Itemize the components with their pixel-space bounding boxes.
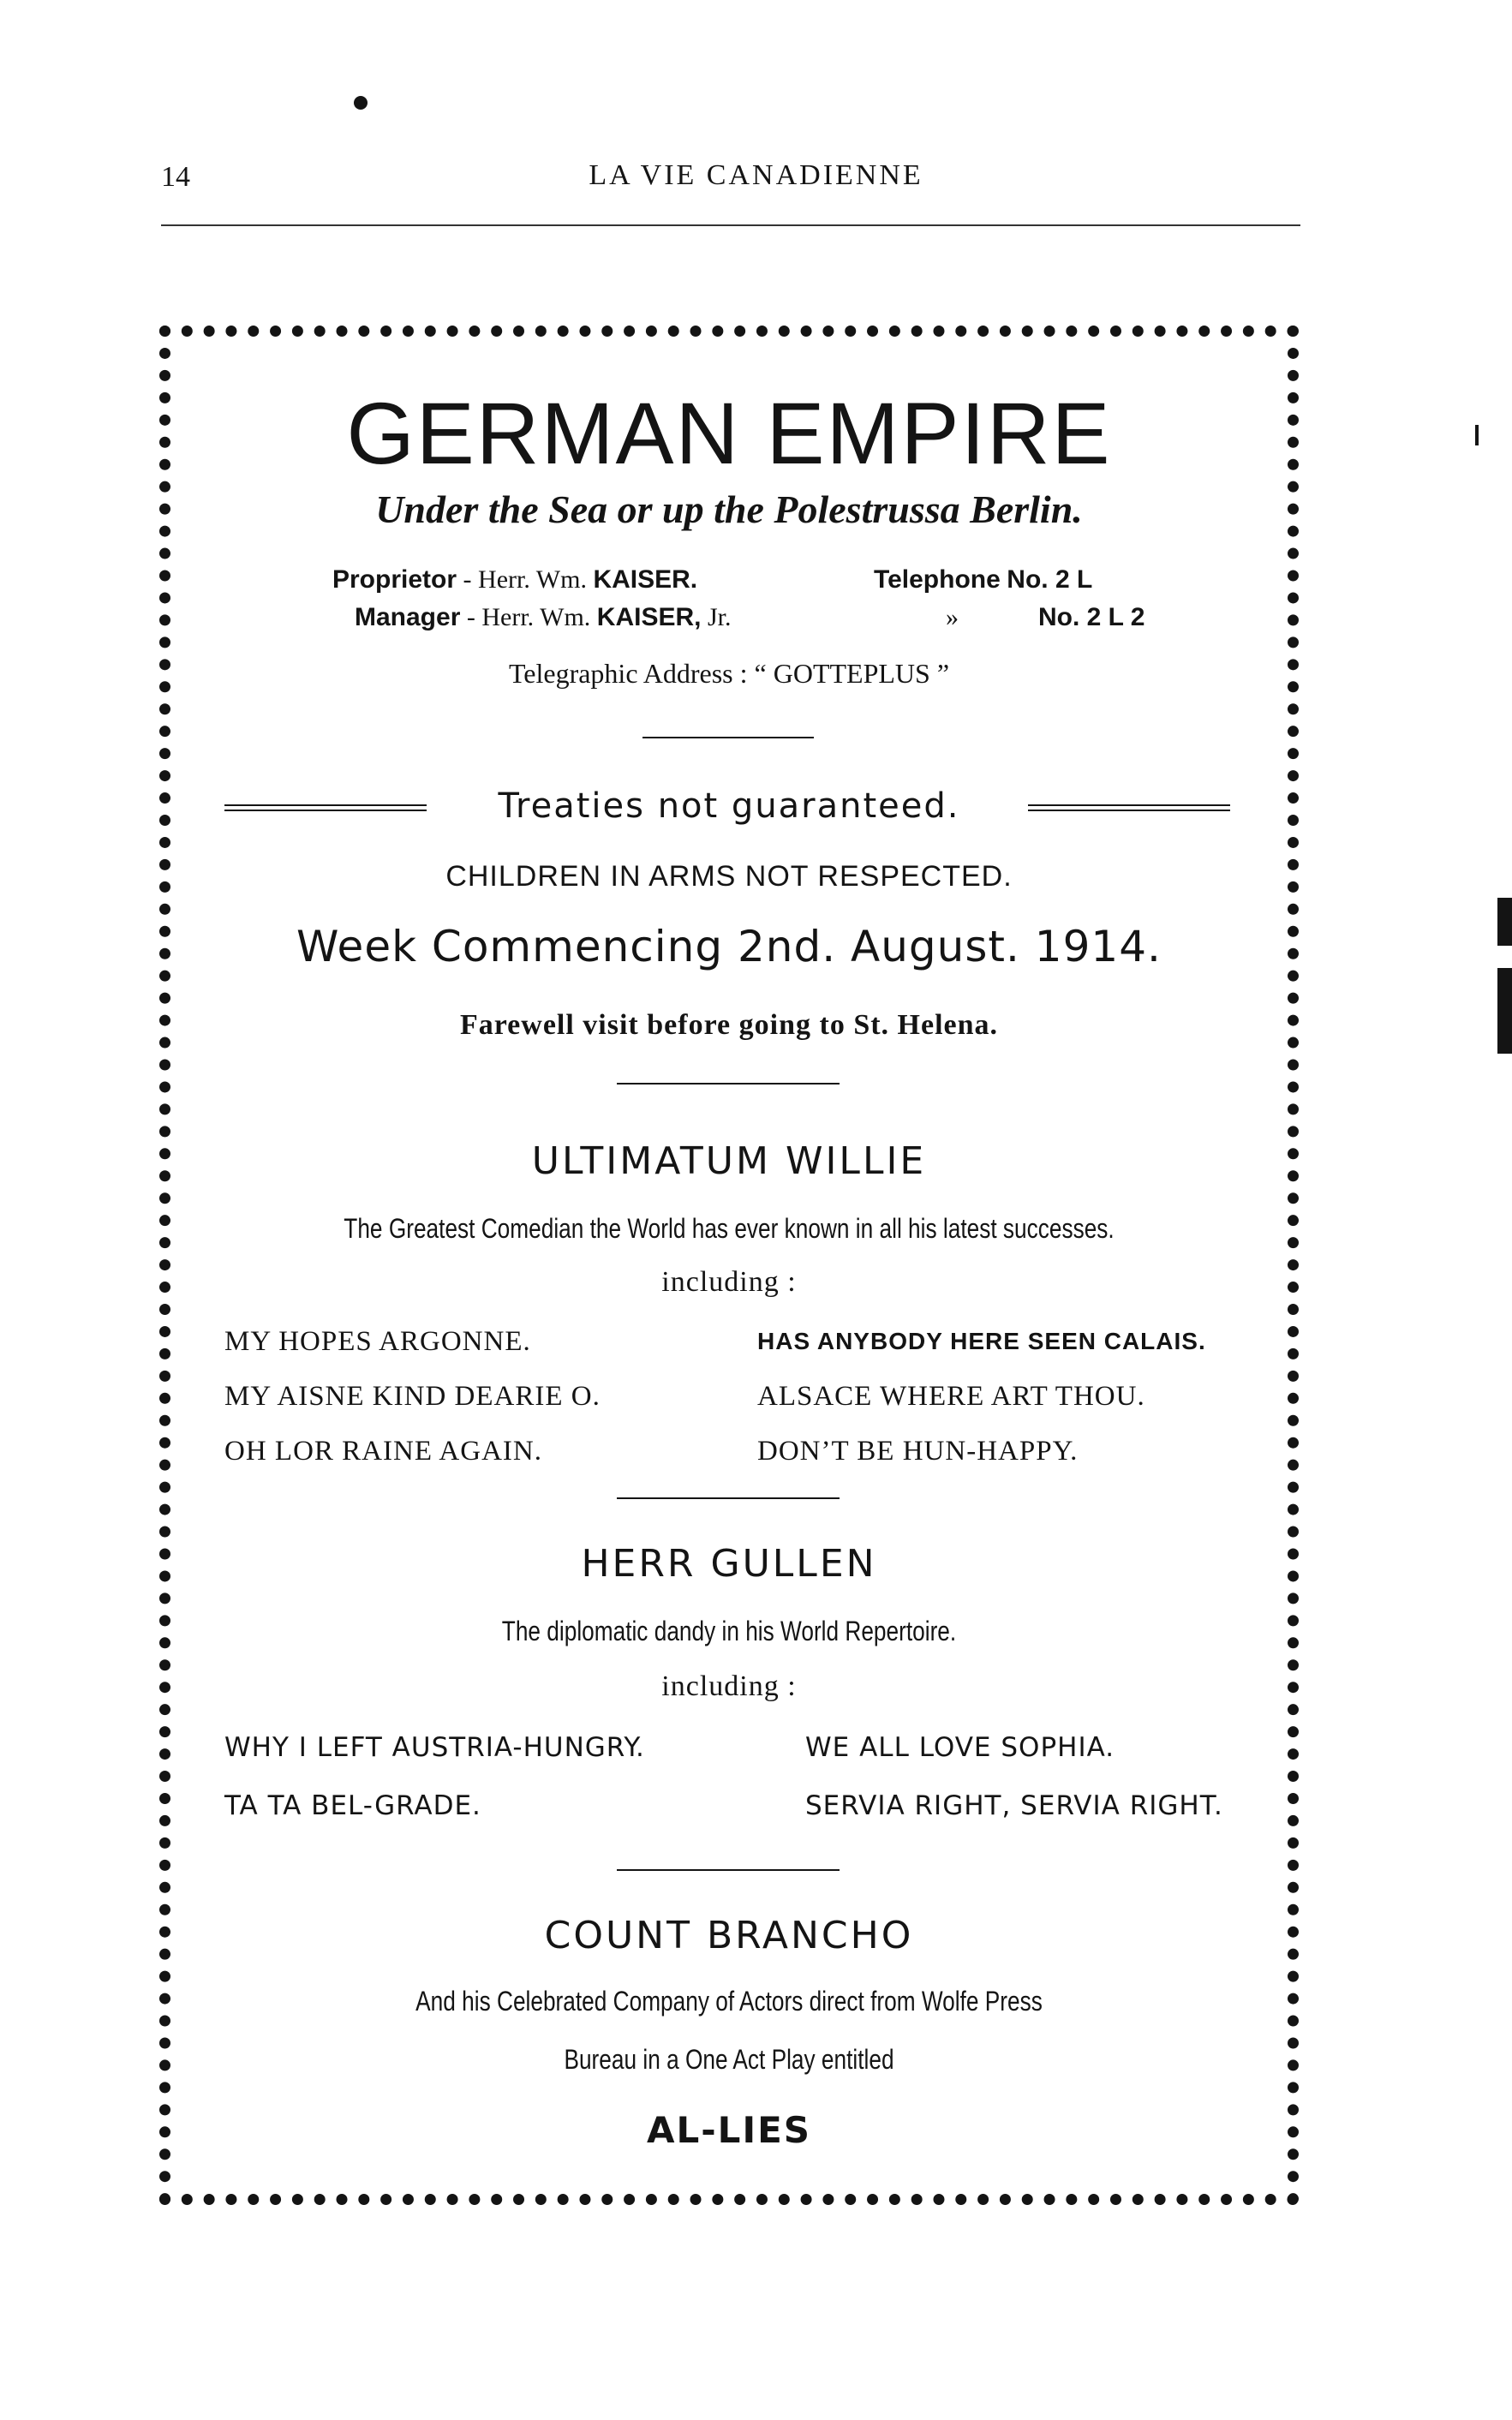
act2-including: including : — [661, 1670, 797, 1702]
act2-song: SERVIA RIGHT, SERVIA RIGHT. — [805, 1790, 1223, 1821]
act1-song: ALSACE WHERE ART THOU. — [757, 1381, 1145, 1412]
act1-description: The Greatest Comedian the World has ever known in all his latest successes. — [344, 1213, 1115, 1244]
act1-song: DON’T BE HUN-HAPPY. — [757, 1436, 1079, 1467]
act2-song: WE ALL LOVE SOPHIA. — [805, 1732, 1115, 1763]
edge-mark-top — [1497, 898, 1512, 946]
act1-song: OH LOR RAINE AGAIN. — [224, 1436, 542, 1467]
ad-title: GERMAN EMPIRE — [346, 385, 1112, 482]
act1-including: including : — [661, 1266, 797, 1298]
farewell-line: Farewell visit before going to St. Helena. — [459, 1009, 999, 1041]
act2-description: The diplomatic dandy in his World Repertoire. — [501, 1616, 957, 1646]
act2-song: WHY I LEFT AUSTRIA-HUNGRY. — [224, 1732, 645, 1763]
ink-dot — [354, 96, 368, 110]
manager-prefix: Herr. Wm. — [481, 603, 591, 631]
manager-role: Manager — [355, 603, 461, 631]
page-number: 14 — [161, 161, 190, 193]
manager-suffix: Jr. — [707, 603, 732, 631]
act3-description-line2: Bureau in a One Act Play entitled — [564, 2044, 894, 2075]
act1-name: ULTIMATUM WILLIE — [531, 1139, 927, 1183]
divider-rule — [642, 737, 814, 738]
proprietor-role: Proprietor — [332, 565, 457, 594]
proprietor-name: KAISER. — [593, 565, 698, 594]
edge-mark-bottom — [1497, 968, 1512, 1054]
act2-song: TA TA BEL-GRADE. — [224, 1790, 481, 1821]
act1-song: MY AISNE KIND DEARIE O. — [224, 1381, 601, 1412]
running-title: LA VIE CANADIENNE — [589, 159, 923, 191]
children-line: CHILDREN IN ARMS NOT RESPECTED. — [445, 860, 1013, 893]
act1-song: MY HOPES ARGONNE. — [224, 1326, 531, 1357]
act3-name: COUNT BRANCHO — [544, 1914, 914, 1957]
proprietor-line — [332, 565, 697, 595]
proprietor-phone: No. 2 L — [1007, 565, 1093, 594]
manager-sep: - — [466, 603, 475, 631]
double-rule-right — [1028, 804, 1230, 811]
divider-rule — [617, 1497, 840, 1499]
manager-name: KAISER, — [596, 603, 702, 631]
ad-subtitle: Under the Sea or up the Polestrussa Berlin. — [375, 487, 1083, 531]
telegraphic-address: Telegraphic Address : “ GOTTEPLUS ” — [508, 658, 950, 689]
act3-description-line1: And his Celebrated Company of Actors direct from Wolfe Press — [415, 1986, 1043, 2017]
divider-rule — [617, 1869, 840, 1871]
manager-phone: No. 2 L 2 — [1038, 603, 1145, 631]
proprietor-prefix: Herr. Wm. — [478, 565, 587, 594]
act2-name: HERR GULLEN — [581, 1542, 877, 1586]
manager-line — [355, 603, 732, 632]
treaties-line: Treaties not guaranteed. — [498, 786, 960, 826]
proprietor-phone-line — [874, 565, 1092, 595]
margin-mark — [1475, 425, 1479, 445]
act1-song: HAS ANYBODY HERE SEEN CALAIS. — [757, 1328, 1206, 1354]
manager-ditto: » — [946, 603, 959, 631]
header-rule — [161, 224, 1300, 226]
play-title: AL-LIES — [646, 2109, 812, 2151]
week-line: Week Commencing 2nd. August. 1914. — [296, 922, 1162, 971]
telephone-label: Telephone — [874, 565, 1001, 594]
divider-rule — [617, 1083, 840, 1085]
proprietor-sep: - — [463, 565, 472, 594]
